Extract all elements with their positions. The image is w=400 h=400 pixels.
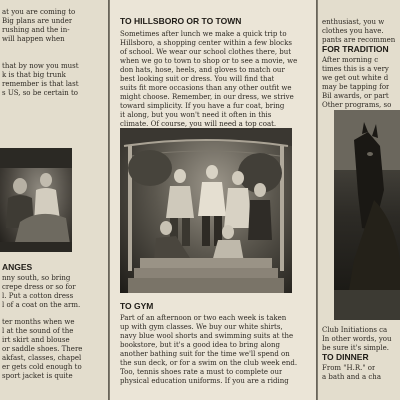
body-text-line: navy blue wool shorts and swimming suits at the (120, 332, 294, 340)
left-section-heading: ANGES (2, 262, 33, 272)
right-text-line: Club Initiations ca (322, 326, 388, 334)
left-text-line: l. Put a cotton dress (2, 292, 74, 300)
body-text-line: Too, tennis shoes rate a must to complete our (120, 368, 283, 376)
left-text-line: will happen when (2, 35, 65, 43)
body-text-line: of school. We wear our school clothes there, but (120, 48, 292, 56)
body-text-line: the sun deck, or for a swim on the club week end. (120, 359, 298, 367)
body-text-line: another bathing suit for the time we'll spend on (120, 350, 290, 358)
horse-photo (334, 110, 400, 320)
left-text-line: irt skirt and blouse (2, 336, 70, 344)
body-text-line: it along, but you won't need it often in this (120, 111, 272, 119)
right-text-line: After morning c (322, 56, 379, 64)
left-text-line: remember is that last (2, 80, 79, 88)
body-text-line: up with gym classes. We buy our white shirts, (120, 323, 283, 331)
left-text-line: crepe dress or so for (2, 283, 76, 291)
section-heading-hillsboro: TO HILLSBORO OR TO TOWN (120, 16, 242, 26)
left-text-line: nny south, so bring (2, 274, 71, 282)
right-text-line: In other words, you (322, 335, 392, 343)
right-text-line: may be tapping for (322, 83, 390, 91)
left-text-line: that by now you must (2, 62, 79, 70)
left-text-line: or saddle shoes. There (2, 345, 83, 353)
body-text-line: might choose. Remember, in our dress, we strive (120, 93, 294, 101)
body-text-line: suits fit more occasions than any other outfit we (120, 84, 292, 92)
right-text-line: From "H.R." or (322, 364, 376, 372)
left-page (0, 0, 108, 400)
left-text-line: sport jacket is quite (2, 372, 73, 380)
left-text-line: at you are coming to (2, 8, 76, 16)
section-heading-tradition: FOR TRADITION (322, 44, 389, 54)
students-gazebo-photo (120, 128, 292, 293)
right-text-line: Other programs, so (322, 101, 392, 109)
left-text-line: rushing and the in- (2, 26, 70, 34)
section-heading-dinner: TO DINNER (322, 352, 369, 362)
left-text-line: ter months when we (2, 318, 75, 326)
body-text-line: when we go to town to shop or to see a movie, we (120, 57, 298, 65)
left-text-line: Big plans are under (2, 17, 73, 25)
left-text-line: l of a coat on the arm. (2, 301, 81, 309)
right-text-line: a bath and a cha (322, 373, 381, 381)
body-text-line: Hillsboro, a shopping center within a few blocks (120, 39, 292, 47)
body-text-line: Sometimes after lunch we make a quick trip to (120, 30, 287, 38)
body-text-line: bookstore, but it's a good idea to bring along (120, 341, 280, 349)
left-text-line: s US, so be certain to (2, 89, 78, 97)
left-text-line: l at the sound of the (2, 327, 74, 335)
body-text-line: toward simplicity. If you have a fur coat, bring (120, 102, 285, 110)
right-text-line: times this is a very (322, 65, 389, 73)
body-text-line: don hats, hose, heels, and gloves to match our (120, 66, 285, 74)
body-text-line: best looking suit or dress. You will find that (120, 75, 275, 83)
body-text-line: Part of an afternoon or two each week is taken (120, 314, 287, 322)
right-text-line: pants are recommen (322, 36, 396, 44)
right-text-line: we get out white d (322, 74, 389, 82)
right-text-line: be sure it's simple. (322, 344, 390, 352)
left-text-line: akfast, classes, chapel (2, 354, 82, 362)
group-photo-left (0, 148, 72, 252)
left-text-line: k is that big trunk (2, 71, 66, 79)
right-text-line: enthusiast, you w (322, 18, 385, 26)
section-heading-gym: TO GYM (120, 301, 154, 311)
body-text-line: physical education uniforms. If you are a riding (120, 377, 289, 385)
body-text-line: climate. Of course, you will need a top coat. (120, 120, 277, 128)
right-text-line: clothes you have. (322, 27, 384, 35)
left-text-line: er gets cold enough to (2, 363, 82, 371)
right-text-line: Bil awards, or part (322, 92, 389, 100)
